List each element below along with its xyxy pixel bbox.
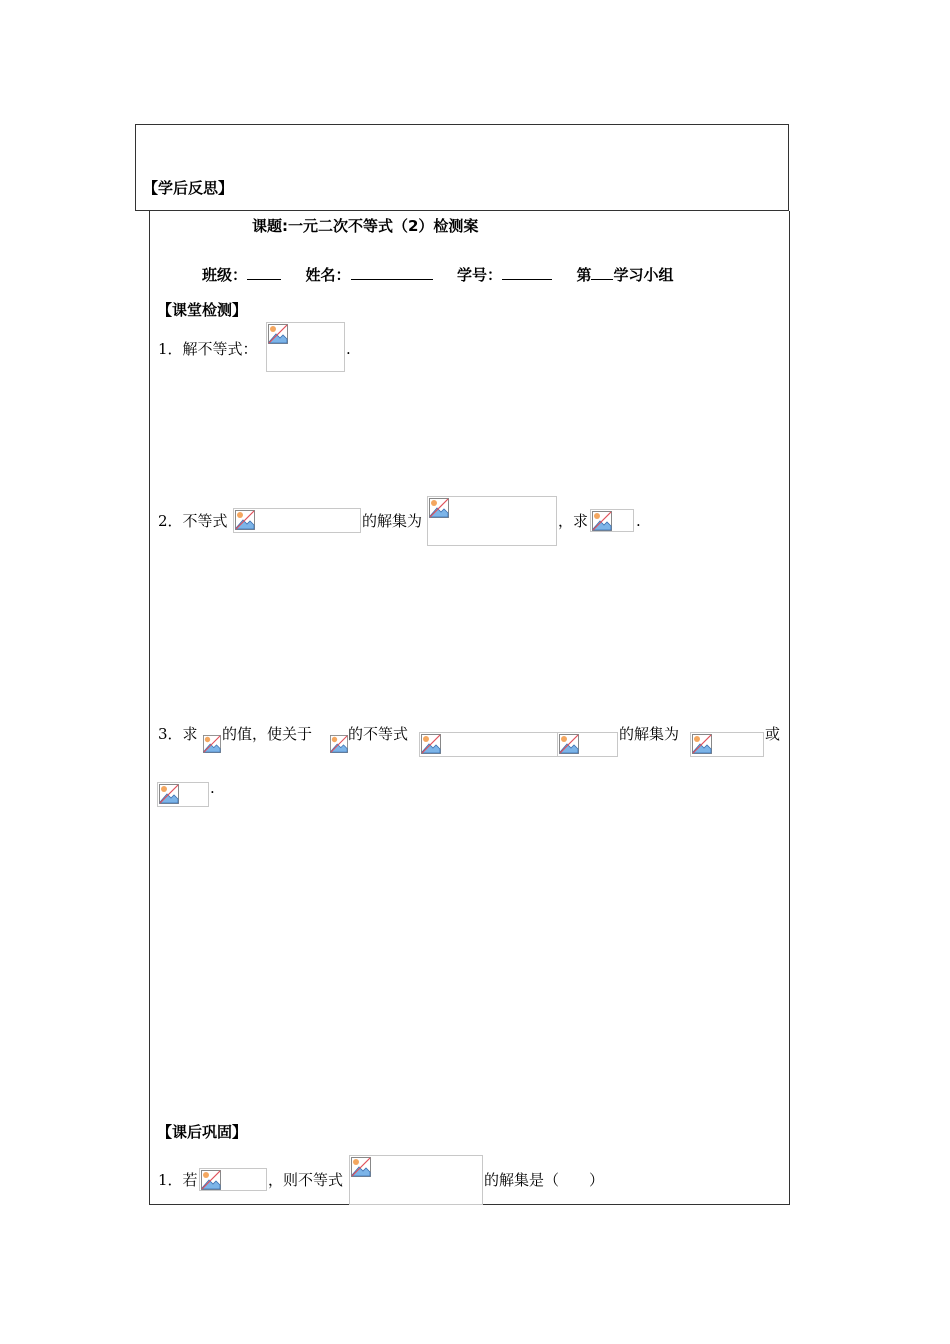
worksheet-box <box>149 211 790 1205</box>
q3-solution-image-2 <box>157 782 209 807</box>
id-blank[interactable] <box>502 265 552 280</box>
broken-image-icon <box>201 1170 221 1190</box>
q2-solution-image <box>427 496 557 546</box>
q2-suffix: . <box>636 512 641 530</box>
after-q1-condition-image <box>199 1168 267 1191</box>
q3-p4: 的解集为 <box>619 725 680 743</box>
q3-p3: 的不等式 <box>348 725 409 743</box>
broken-image-icon <box>330 735 348 753</box>
reflection-heading: 【学后反思】 <box>143 179 234 197</box>
broken-image-icon <box>159 784 179 804</box>
broken-image-icon <box>559 734 579 754</box>
q2-ask: ，求 <box>558 512 589 530</box>
q2-prefix: 2．不等式 <box>158 512 228 530</box>
class-label: 班级： <box>202 266 248 284</box>
q3-solution-image <box>690 732 764 757</box>
name-blank[interactable] <box>351 265 433 280</box>
broken-image-icon <box>268 324 288 344</box>
q3-suffix: . <box>210 779 215 797</box>
q2-mid: 的解集为 <box>362 512 423 530</box>
reflection-box <box>135 124 789 211</box>
q1-suffix: . <box>346 340 351 358</box>
q3-p2: 的值，使关于 <box>222 725 313 743</box>
broken-image-icon <box>592 511 612 531</box>
group-suffix: 学习小组 <box>613 266 674 284</box>
broken-image-icon <box>351 1157 371 1177</box>
after-q1-mid: ，则不等式 <box>268 1171 344 1189</box>
after-q1-suffix: 的解集是（ ） <box>484 1171 605 1189</box>
q2-inequality-image <box>233 508 361 533</box>
class-blank[interactable] <box>247 265 281 280</box>
info-line <box>202 265 673 285</box>
q3-inequality-image-2 <box>557 732 618 757</box>
after-heading: 【课后巩固】 <box>157 1123 248 1141</box>
q3-inequality-image <box>419 732 559 757</box>
after-q1-inequality-image <box>349 1155 483 1205</box>
broken-image-icon <box>692 734 712 754</box>
classroom-heading: 【课堂检测】 <box>157 301 248 319</box>
name-label: 姓名： <box>305 266 351 284</box>
q3-var-image <box>330 735 348 754</box>
group-prefix: 第 <box>576 266 592 284</box>
q3-p1: 3．求 <box>158 725 198 743</box>
q3-p5: 或 <box>765 725 781 743</box>
q3-param-image <box>203 735 222 754</box>
broken-image-icon <box>235 510 255 530</box>
page-title: 课题:一元二次不等式（2）检测案 <box>252 217 479 235</box>
broken-image-icon <box>421 734 441 754</box>
q2-target-image <box>590 509 634 532</box>
broken-image-icon <box>429 498 449 518</box>
group-blank[interactable] <box>591 265 613 280</box>
id-label: 学号： <box>456 266 502 284</box>
broken-image-icon <box>203 735 221 753</box>
q1-prefix: 1．解不等式： <box>158 340 258 358</box>
q1-formula-image <box>266 322 345 372</box>
after-q1-prefix: 1．若 <box>158 1171 198 1189</box>
